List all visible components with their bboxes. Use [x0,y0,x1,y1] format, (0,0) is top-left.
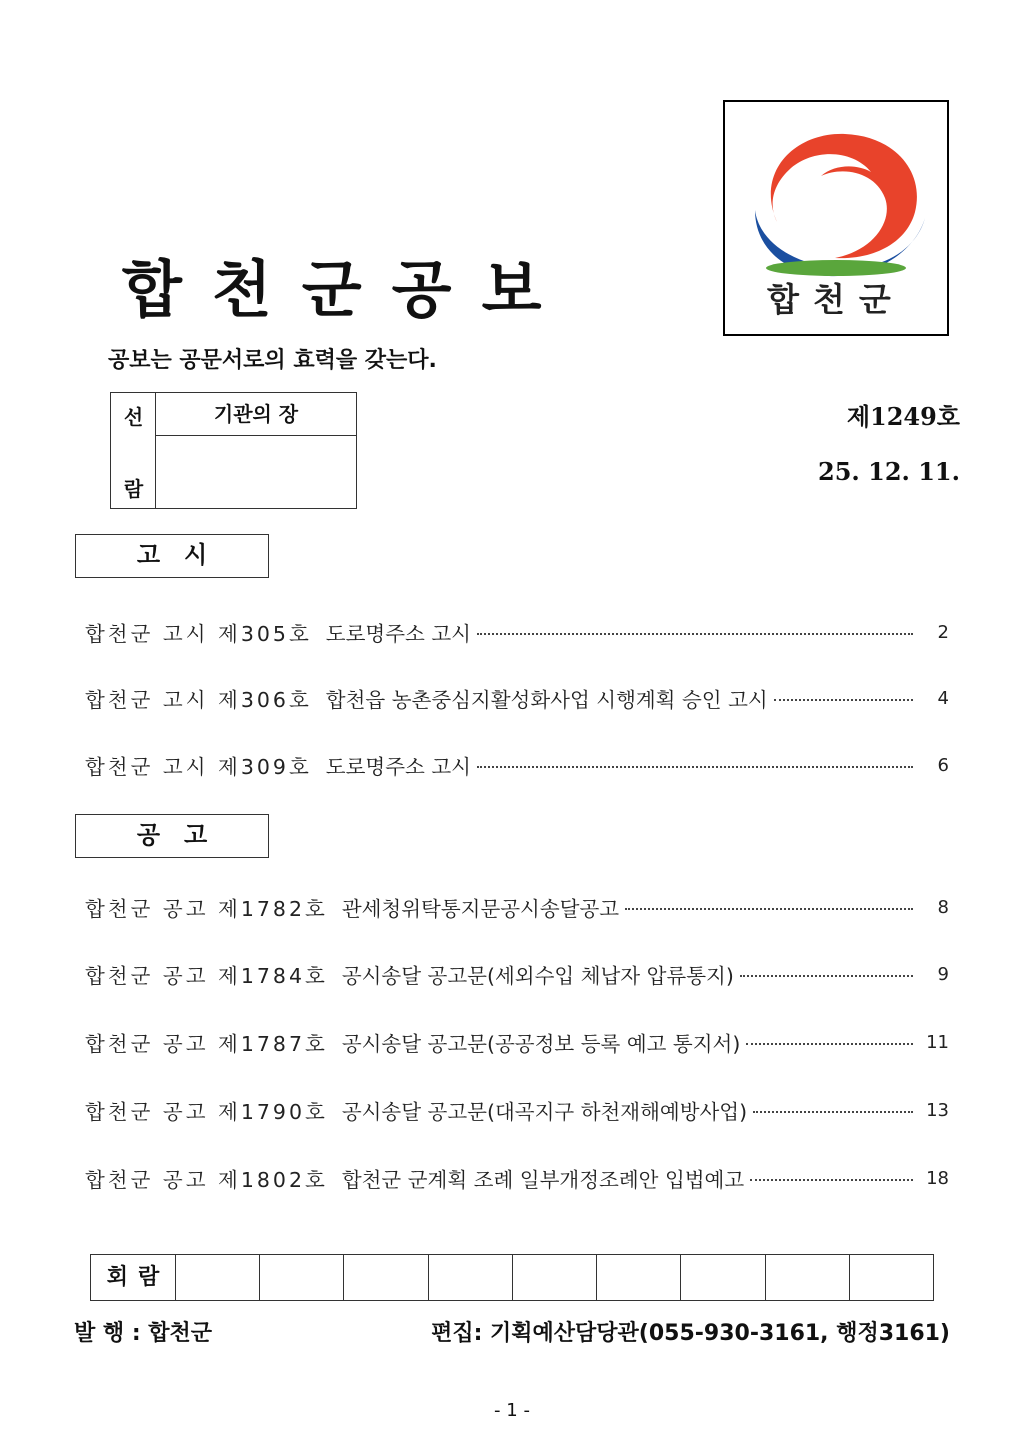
circulation-cell [175,1255,259,1300]
toc-item-number: 합천군 공고 제1784호 [85,964,328,988]
toc-leader-dots [625,908,913,910]
circulation-cell [512,1255,596,1300]
toc-item-title: 합천군 군계획 조례 일부개정조례안 입법예고 [341,1168,745,1192]
approval-header: 기관의 장 [156,393,356,436]
toc-item[interactable] [85,683,965,713]
toc-item-page: 9 [937,963,949,985]
toc-item-title: 도로명주소 고시 [325,755,471,779]
toc-item[interactable] [85,1163,965,1193]
toc-item-page: 6 [937,754,949,776]
toc-item-number: 합천군 공고 제1802호 [85,1168,328,1192]
editor-contact: 편집: 기획예산담당관(055-930-3161, 행정3161) [431,1321,950,1346]
circulation-cell [680,1255,764,1300]
toc-item[interactable] [85,959,965,989]
circulation-cell [259,1255,343,1300]
toc-leader-dots [753,1111,913,1113]
toc-item-number: 합천군 공고 제1782호 [85,897,328,921]
toc-item-number: 합천군 고시 제305호 [85,622,312,646]
toc-item[interactable] [85,617,965,647]
circulation-cell [343,1255,427,1300]
toc-item[interactable] [85,892,965,922]
toc-item-page: 8 [937,896,949,918]
toc-item-page: 11 [926,1031,949,1053]
toc-item-number: 합천군 공고 제1787호 [85,1032,328,1056]
approval-side [111,393,156,508]
toc-item-number: 합천군 공고 제1790호 [85,1100,328,1124]
toc-leader-dots [774,699,913,701]
toc-item-title: 합천읍 농촌중심지활성화사업 시행계획 승인 고시 [325,688,768,712]
toc-leader-dots [750,1179,913,1181]
logo-text: 합천군 [767,280,905,319]
toc-leader-dots [740,975,913,977]
bulletin-title: 합천군공보 [122,253,572,326]
circulation-cell [428,1255,512,1300]
toc-item-title: 공시송달 공고문(대곡지구 하천재해예방사업) [341,1100,748,1124]
toc-leader-dots [477,766,913,768]
toc-item-title: 도로명주소 고시 [325,622,471,646]
toc-item-title: 공시송달 공고문(세외수입 체납자 압류통지) [341,964,734,988]
circulation-cell [849,1255,933,1300]
bulletin-subtitle: 공보는 공문서로의 효력을 갖는다. [108,348,437,373]
toc-leader-dots [746,1043,913,1045]
approval-char-1: 선 [123,405,144,429]
toc-item[interactable] [85,1095,965,1125]
page-number: - 1 - [494,1400,530,1421]
issue-number: 제1249호 [846,402,960,431]
county-logo [723,100,949,336]
approval-char-2: 람 [123,477,144,501]
toc-item-page: 18 [926,1167,949,1189]
publisher: 발 행 : 합천군 [74,1321,213,1346]
circulation-cell [765,1255,849,1300]
toc-item-page: 2 [937,621,949,643]
toc-item-page: 4 [937,687,949,709]
toc-item[interactable] [85,1027,965,1057]
toc-item-number: 합천군 고시 제309호 [85,755,312,779]
approval-table [110,392,357,509]
circulation-table [90,1254,934,1301]
issue-date: 25. 12. 11. [818,457,960,486]
toc-item-number: 합천군 고시 제306호 [85,688,312,712]
toc-item-page: 13 [926,1099,949,1121]
toc-item-title: 관세청위탁통지문공시송달공고 [341,897,620,921]
toc-leader-dots [477,633,913,635]
section-heading-notice: 고시 [75,534,269,578]
toc-item-title: 공시송달 공고문(공공정보 등록 예고 통지서) [341,1032,741,1056]
toc-item[interactable] [85,750,965,780]
circulation-label: 회람 [106,1265,170,1290]
circulation-cell [596,1255,680,1300]
section-heading-announcement: 공고 [75,814,269,858]
